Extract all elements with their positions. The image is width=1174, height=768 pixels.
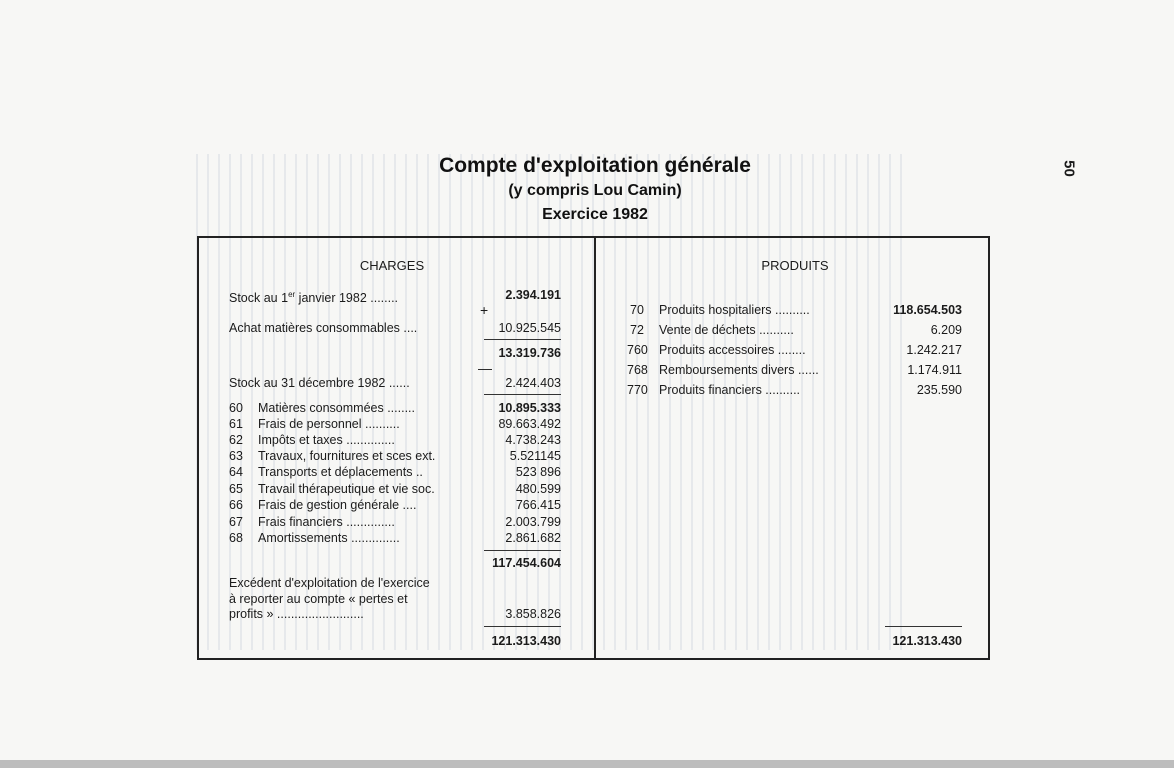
- plus-sign: +: [480, 302, 489, 318]
- charge-label: Frais financiers ..............: [258, 515, 395, 529]
- charge-label: Travaux, fournitures et sces ext.: [258, 449, 436, 463]
- produits-grand-total: 121.313.430: [892, 634, 962, 648]
- surplus-line: à reporter au compte « pertes et: [229, 592, 408, 606]
- charge-label: Matières consommées ........: [258, 401, 415, 415]
- produit-code: 760: [627, 343, 648, 357]
- charge-code: 65: [229, 482, 243, 496]
- page-edge: [0, 760, 1174, 768]
- charge-code: 64: [229, 465, 243, 479]
- grand-total-rule: [484, 626, 561, 627]
- charge-value: 89.663.492: [498, 417, 561, 431]
- charges-heading: CHARGES: [359, 258, 425, 273]
- charge-code: 67: [229, 515, 243, 529]
- produit-label: Produits hospitaliers ..........: [659, 303, 810, 317]
- produit-label: Remboursements divers ......: [659, 363, 819, 377]
- stock-start-label: Stock au 1er janvier 1982 ........: [229, 290, 399, 306]
- purchases-value: 10.925.545: [498, 321, 561, 335]
- surplus-line: profits » .........................: [229, 607, 364, 621]
- minus-sign: —: [478, 360, 492, 376]
- charge-value: 4.738.243: [505, 433, 561, 447]
- produit-code: 70: [630, 303, 644, 317]
- page-title: Compte d'exploitation générale: [439, 154, 751, 177]
- charge-code: 63: [229, 449, 243, 463]
- produit-label: Produits financiers ..........: [659, 383, 801, 397]
- surplus-value: 3.858.826: [505, 607, 561, 621]
- charge-value: 5.521145: [509, 449, 561, 463]
- charge-value: 10.895.333: [498, 401, 561, 415]
- subtotal-value: 13.319.736: [498, 346, 561, 360]
- charge-code: 68: [229, 531, 243, 545]
- charge-value: 523 896: [515, 465, 561, 479]
- produit-code: 770: [627, 383, 648, 397]
- produit-value: 1.242.217: [906, 343, 962, 357]
- charge-code: 66: [229, 498, 243, 512]
- produit-value: 1.174.911: [907, 363, 962, 377]
- page-subtitle: (y compris Lou Camin): [508, 182, 682, 199]
- items-total-value: 117.454.604: [492, 556, 561, 570]
- charge-label: Frais de gestion générale ....: [258, 498, 417, 512]
- charge-label: Impôts et taxes ..............: [258, 433, 395, 447]
- surplus-line: Excédent d'exploitation de l'exercice: [229, 576, 430, 590]
- column-separator: [594, 238, 596, 658]
- charge-code: 62: [229, 433, 243, 447]
- items-total-rule: [484, 550, 561, 551]
- produit-label: Produits accessoires ........: [659, 343, 806, 357]
- charge-label: Amortissements ..............: [258, 531, 400, 545]
- page-number: 50: [1060, 160, 1078, 177]
- produit-value: 6.209: [930, 323, 962, 337]
- stock-end-value: 2.424.403: [505, 376, 561, 390]
- charge-value: 766.415: [515, 498, 561, 512]
- produit-label: Vente de déchets ..........: [659, 323, 794, 337]
- produit-value: 118.654.503: [893, 303, 962, 317]
- stock-end-label: Stock au 31 décembre 1982 ......: [229, 376, 410, 390]
- produit-code: 72: [630, 323, 644, 337]
- charge-label: Frais de personnel ..........: [258, 417, 400, 431]
- stock-rule: [484, 394, 561, 395]
- produit-code: 768: [627, 363, 648, 377]
- charge-label: Transports et déplacements ..: [258, 465, 423, 479]
- produits-heading: PRODUITS: [761, 258, 829, 273]
- charge-value: 2.003.799: [505, 515, 561, 529]
- charges-grand-total: 121.313.430: [491, 634, 561, 648]
- fiscal-year: Exercice 1982: [542, 206, 648, 223]
- charge-value: 2.861.682: [505, 531, 561, 545]
- charge-label: Travail thérapeutique et vie soc.: [258, 482, 435, 496]
- charge-code: 60: [229, 401, 243, 415]
- stock-start-value: 2.394.191: [505, 288, 561, 302]
- charge-code: 61: [229, 417, 243, 431]
- subtotal-rule: [484, 339, 561, 340]
- produit-value: 235.590: [916, 383, 962, 397]
- produits-total-rule: [885, 626, 962, 627]
- charge-value: 480.599: [515, 482, 561, 496]
- purchases-label: Achat matières consommables ....: [229, 321, 418, 335]
